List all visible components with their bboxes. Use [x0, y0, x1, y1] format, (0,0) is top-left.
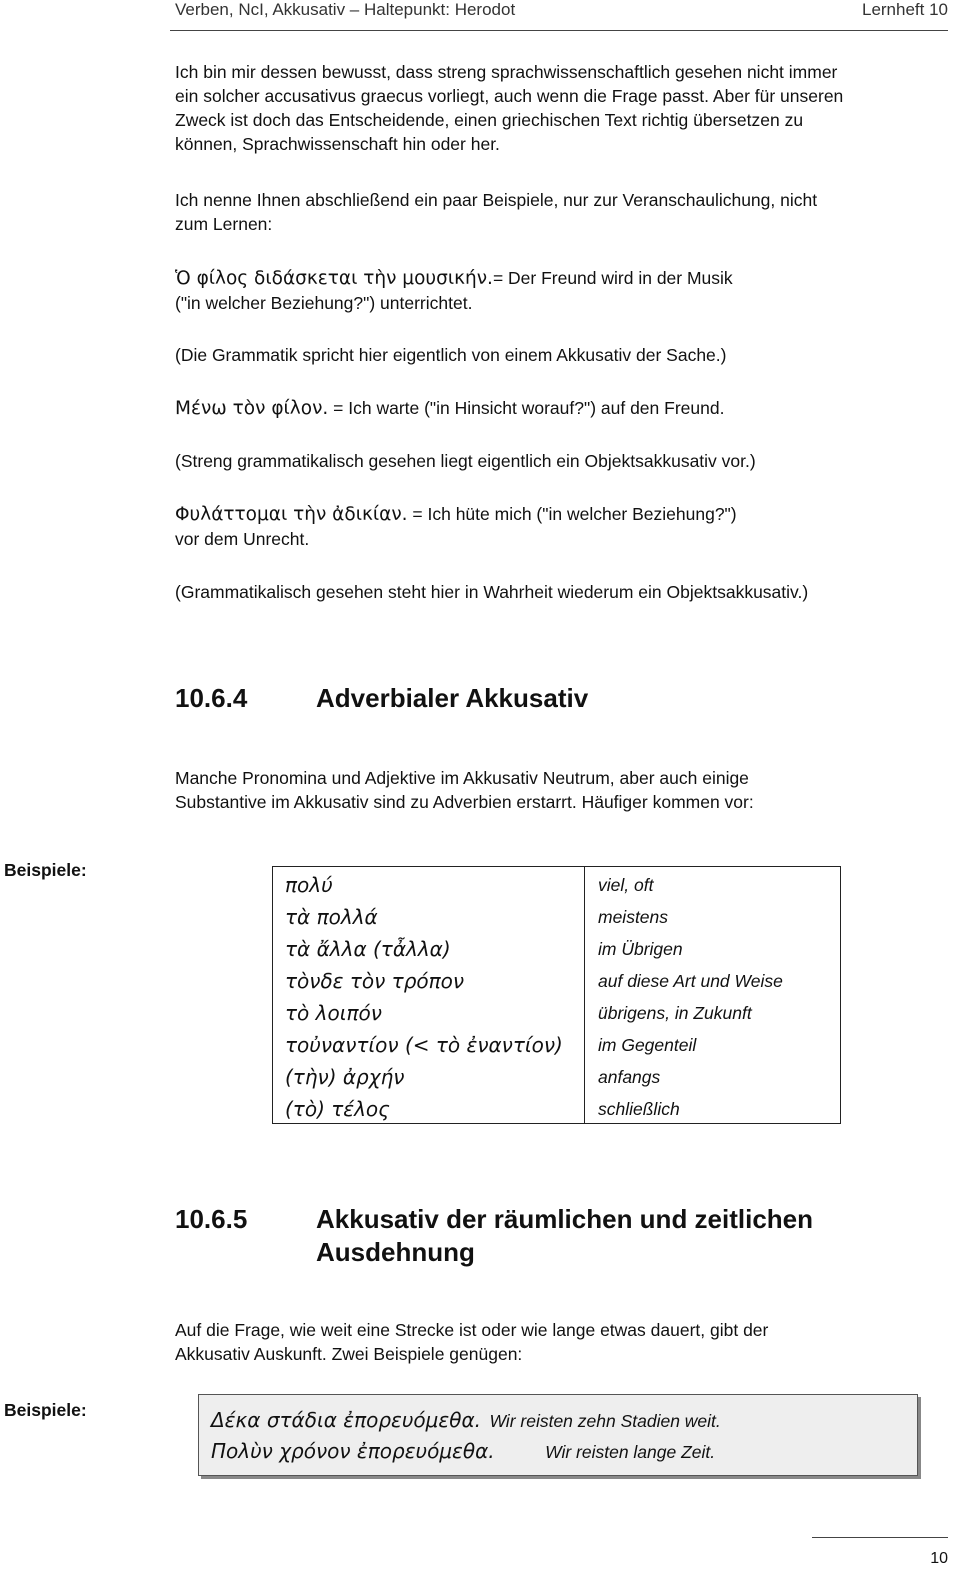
section-1064-paragraph: Manche Pronomina und Adjektive im Akkusativ Neutrum, aber auch einige Substantive im Akkusativ sind zu Adverbien erstarrt. Häufiger kommen vor:: [175, 768, 754, 812]
table-row: (τὴν) ἀρχήν anfangs: [285, 1065, 661, 1089]
section-1064-number: 10.6.4: [175, 683, 248, 713]
table-row: (τὸ) τέλος schließlich: [285, 1097, 680, 1121]
examples-intro: Ich nenne Ihnen abschließend ein paar Beispiele, nur zur Veranschaulichung, nicht zum Lernen:: [175, 190, 818, 234]
table-row: τὸνδε τὸν τρόπον auf diese Art und Weise: [285, 969, 783, 993]
example-2-note: (Streng grammatikalisch gesehen liegt eigentlich ein Objektsakkusativ vor.): [175, 451, 756, 471]
table-row: πολύ viel, oft: [285, 873, 654, 897]
example-1: Ὁ φίλος διδάσκεται τὴν μουσικήν.= Der Freund wird in der Musik ("in welcher Beziehung?") unterrichtet.: [175, 268, 733, 313]
example-1-greek: Ὁ φίλος διδάσκεται τὴν μουσικήν.: [175, 268, 493, 289]
example-2-greek: Μένω τὸν φίλον.: [175, 398, 329, 419]
page-header: [0, 0, 960, 28]
example-3: Φυλάττομαι τὴν ἀδικίαν. = Ich hüte mich ("in welcher Beziehung?") vor dem Unrecht.: [175, 504, 737, 549]
example-3-note: (Grammatikalisch gesehen steht hier in Wahrheit wiederum ein Objektsakkusativ.): [175, 582, 809, 602]
table-row: τοὐναντίον (< τὸ ἐναντίον) im Gegenteil: [285, 1033, 697, 1057]
example-2-translation: = Ich warte ("in Hinsicht worauf?") auf den Freund.: [328, 398, 725, 418]
adverb-table: [272, 866, 841, 1124]
section-1065-number: 10.6.5: [175, 1204, 248, 1234]
examples-label-1: Beispiele:: [4, 860, 87, 880]
table-row: τὰ πολλά meistens: [285, 905, 669, 929]
box-row: Δέκα στάδια ἐπορευόμεθα. Wir reisten zehn Stadien weit.: [211, 1408, 721, 1432]
header-title: Verben, NcI, Akkusativ – Haltepunkt: Herodot: [175, 0, 516, 19]
example-1-note: (Die Grammatik spricht hier eigentlich von einem Akkusativ der Sache.): [175, 345, 727, 365]
table-row: τὸ λοιπόν übrigens, in Zukunft: [285, 1001, 752, 1025]
example-3-greek: Φυλάττομαι τὴν ἀδικίαν.: [175, 504, 408, 525]
intro-paragraph: Ich bin mir dessen bewusst, dass streng sprachwissenschaftlich gesehen nicht immer ein solcher accusativus graecus vorliegt, auch wenn die Frage passt. Aber für unseren Zweck ist doch das Entscheidende, einen griechischen Text richtig übersetzen zu können, Sprachwissenschaft hin oder her.: [175, 62, 844, 154]
example-3-translation: = Ich hüte mich ("in welcher Beziehung?"): [407, 504, 737, 524]
box-row: Πολὺν χρόνον ἐπορευόμεθα. Wir reisten lange Zeit.: [211, 1439, 716, 1463]
section-1064-title: Adverbialer Akkusativ: [316, 683, 589, 713]
table-row: τὰ ἄλλα (τἆλλα) im Übrigen: [285, 937, 683, 961]
page-number: 10: [930, 1550, 948, 1567]
example-2: [175, 396, 905, 421]
footer-rule: [812, 1537, 948, 1538]
section-1065-paragraph: Auf die Frage, wie weit eine Strecke ist oder wie lange etwas dauert, gibt der Akkusativ Auskunft. Zwei Beispiele genügen:: [175, 1320, 769, 1364]
examples-box: [198, 1394, 918, 1476]
header-rule: [170, 30, 948, 31]
example-1-translation: = Der Freund wird in der Musik: [492, 268, 733, 288]
examples-label-2: Beispiele:: [4, 1400, 87, 1420]
section-1065-title-line-2: Ausdehnung: [316, 1237, 475, 1267]
section-1065-title-line-1: Akkusativ der räumlichen und zeitlichen: [316, 1204, 814, 1234]
header-lesson: Lernheft 10: [861, 0, 948, 19]
